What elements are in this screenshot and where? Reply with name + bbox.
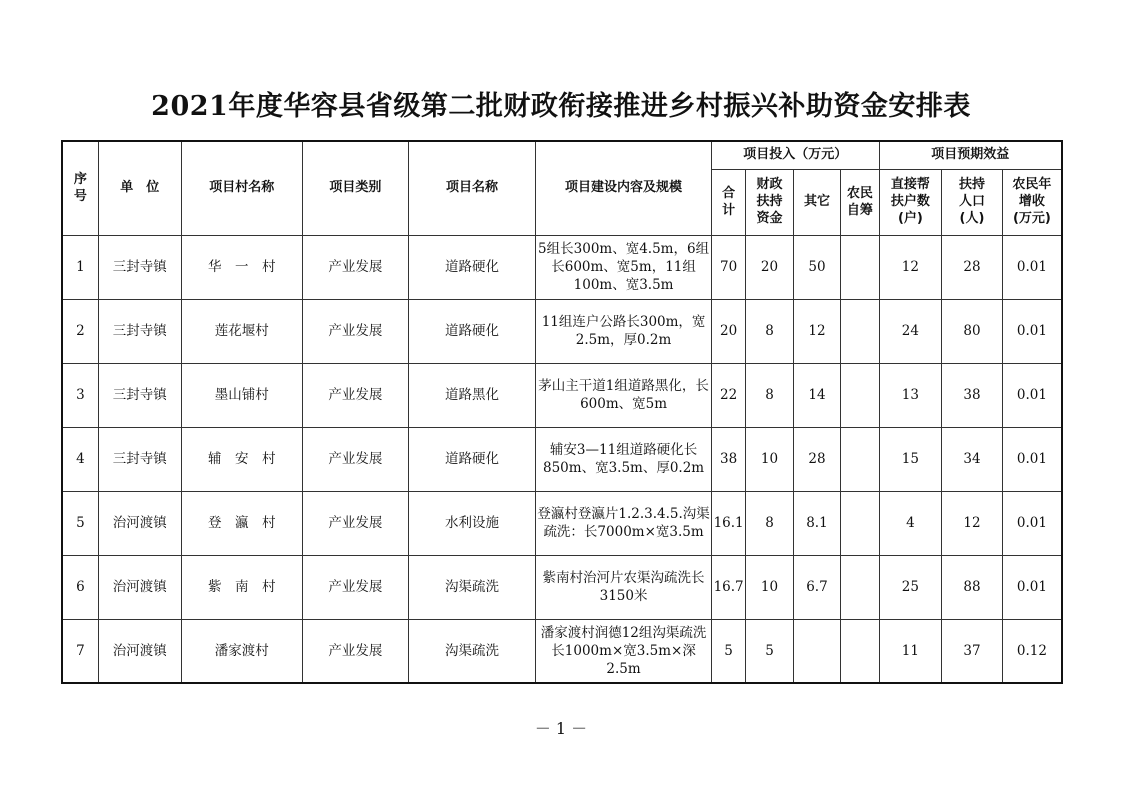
table-row	[62, 555, 1062, 619]
header-income-increase: 农民年 增收 (万元)	[1002, 169, 1062, 235]
cell-project: 道路硬化	[408, 427, 535, 491]
cell-fiscal: 10	[746, 555, 793, 619]
cell-content: 紫南村治河片农渠沟疏洗长3150米	[536, 555, 712, 619]
cell-category: 产业发展	[302, 491, 408, 555]
header-farmer-self: 农民 自筹	[841, 169, 879, 235]
cell-other: 8.1	[793, 491, 840, 555]
cell-seq: 4	[62, 427, 98, 491]
cell-income: 0.01	[1002, 491, 1062, 555]
cell-farmer-self	[841, 235, 879, 299]
cell-fiscal: 8	[746, 363, 793, 427]
header-village: 项目村名称	[181, 141, 302, 235]
cell-households: 11	[879, 619, 942, 683]
cell-seq: 3	[62, 363, 98, 427]
cell-village: 墨山铺村	[181, 363, 302, 427]
cell-unit: 三封寺镇	[98, 427, 181, 491]
cell-village: 紫 南 村	[181, 555, 302, 619]
cell-fiscal: 20	[746, 235, 793, 299]
cell-households: 4	[879, 491, 942, 555]
cell-seq: 1	[62, 235, 98, 299]
cell-farmer-self	[841, 491, 879, 555]
cell-content: 茅山主干道1组道路黑化，长600m、宽5m	[536, 363, 712, 427]
cell-total: 5	[711, 619, 745, 683]
cell-content: 登瀛村登瀛片1.2.3.4.5.沟渠疏洗：长7000m×宽3.5m	[536, 491, 712, 555]
table-row	[62, 235, 1062, 299]
cell-unit: 三封寺镇	[98, 235, 181, 299]
cell-households: 25	[879, 555, 942, 619]
cell-unit: 治河渡镇	[98, 491, 181, 555]
cell-unit: 三封寺镇	[98, 363, 181, 427]
cell-total: 16.7	[711, 555, 745, 619]
cell-project: 道路硬化	[408, 235, 535, 299]
header-unit: 单 位	[98, 141, 181, 235]
cell-households: 15	[879, 427, 942, 491]
cell-category: 产业发展	[302, 235, 408, 299]
cell-village: 华 一 村	[181, 235, 302, 299]
cell-income: 0.01	[1002, 299, 1062, 363]
cell-total: 16.1	[711, 491, 745, 555]
cell-seq: 7	[62, 619, 98, 683]
table-row	[62, 491, 1062, 555]
header-content: 项目建设内容及规模	[536, 141, 712, 235]
funding-table	[61, 140, 1063, 684]
cell-unit: 治河渡镇	[98, 555, 181, 619]
cell-content: 潘家渡村润德12组沟渠疏洗长1000m×宽3.5m×深2.5m	[536, 619, 712, 683]
cell-category: 产业发展	[302, 619, 408, 683]
header-total: 合 计	[711, 169, 745, 235]
cell-people: 88	[942, 555, 1003, 619]
header-seq: 序 号	[62, 141, 98, 235]
cell-category: 产业发展	[302, 427, 408, 491]
table-row	[62, 427, 1062, 491]
cell-total: 20	[711, 299, 745, 363]
cell-project: 水利设施	[408, 491, 535, 555]
cell-total: 22	[711, 363, 745, 427]
cell-seq: 5	[62, 491, 98, 555]
cell-content: 11组连户公路长300m，宽2.5m，厚0.2m	[536, 299, 712, 363]
header-supported-people: 扶持 人口 (人)	[942, 169, 1003, 235]
header-investment-group: 项目投入（万元）	[711, 141, 879, 169]
cell-seq: 6	[62, 555, 98, 619]
cell-people: 80	[942, 299, 1003, 363]
cell-content: 辅安3—11组道路硬化长850m、宽3.5m、厚0.2m	[536, 427, 712, 491]
table-row	[62, 299, 1062, 363]
cell-project: 沟渠疏洗	[408, 619, 535, 683]
cell-village: 潘家渡村	[181, 619, 302, 683]
cell-total: 70	[711, 235, 745, 299]
header-benefit-group: 项目预期效益	[879, 141, 1062, 169]
cell-farmer-self	[841, 299, 879, 363]
cell-fiscal: 5	[746, 619, 793, 683]
cell-fiscal: 10	[746, 427, 793, 491]
table-row	[62, 363, 1062, 427]
header-other: 其它	[793, 169, 840, 235]
cell-other: 28	[793, 427, 840, 491]
cell-people: 28	[942, 235, 1003, 299]
cell-other	[793, 619, 840, 683]
header-project: 项目名称	[408, 141, 535, 235]
header-direct-households: 直接帮 扶户数 (户)	[879, 169, 942, 235]
cell-other: 50	[793, 235, 840, 299]
cell-seq: 2	[62, 299, 98, 363]
page-number: － 1 －	[534, 719, 588, 738]
cell-other: 14	[793, 363, 840, 427]
cell-category: 产业发展	[302, 555, 408, 619]
cell-village: 辅 安 村	[181, 427, 302, 491]
cell-income: 0.01	[1002, 235, 1062, 299]
cell-fiscal: 8	[746, 299, 793, 363]
cell-people: 34	[942, 427, 1003, 491]
cell-farmer-self	[841, 427, 879, 491]
cell-unit: 三封寺镇	[98, 299, 181, 363]
cell-category: 产业发展	[302, 363, 408, 427]
cell-people: 37	[942, 619, 1003, 683]
cell-income: 0.01	[1002, 555, 1062, 619]
cell-income: 0.01	[1002, 363, 1062, 427]
cell-fiscal: 8	[746, 491, 793, 555]
cell-households: 13	[879, 363, 942, 427]
cell-other: 6.7	[793, 555, 840, 619]
cell-project: 道路黑化	[408, 363, 535, 427]
page-title: 2021年度华容县省级第二批财政衔接推进乡村振兴补助资金安排表	[151, 91, 971, 122]
cell-households: 12	[879, 235, 942, 299]
cell-households: 24	[879, 299, 942, 363]
cell-farmer-self	[841, 555, 879, 619]
cell-village: 莲花堰村	[181, 299, 302, 363]
cell-people: 12	[942, 491, 1003, 555]
cell-farmer-self	[841, 619, 879, 683]
cell-people: 38	[942, 363, 1003, 427]
cell-unit: 治河渡镇	[98, 619, 181, 683]
cell-other: 12	[793, 299, 840, 363]
cell-total: 38	[711, 427, 745, 491]
cell-project: 道路硬化	[408, 299, 535, 363]
cell-income: 0.01	[1002, 427, 1062, 491]
cell-category: 产业发展	[302, 299, 408, 363]
cell-project: 沟渠疏洗	[408, 555, 535, 619]
table-row	[62, 619, 1062, 683]
cell-village: 登 瀛 村	[181, 491, 302, 555]
header-category: 项目类别	[302, 141, 408, 235]
cell-farmer-self	[841, 363, 879, 427]
header-fiscal: 财政 扶持 资金	[746, 169, 793, 235]
cell-income: 0.12	[1002, 619, 1062, 683]
cell-content: 5组长300m、宽4.5m，6组长600m、宽5m，11组100m、宽3.5m	[536, 235, 712, 299]
